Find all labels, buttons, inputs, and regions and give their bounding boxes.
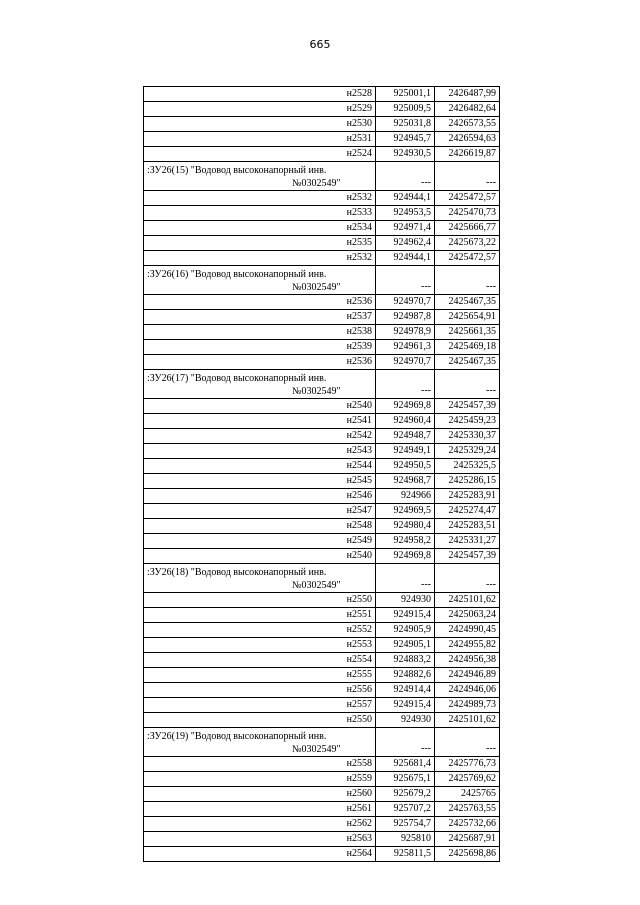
table-row [144, 653, 500, 668]
y-coordinate-cell: 2425101,62 [435, 593, 500, 608]
table-row [144, 504, 500, 519]
point-name-cell: н2538 [144, 325, 376, 340]
x-coordinate-cell: 925675,1 [376, 772, 435, 787]
section-title-line1: :ЗУ26(19) "Водовод высоконапорный инв. [147, 731, 327, 742]
point-name-cell: н2559 [144, 772, 376, 787]
table-row [144, 132, 500, 147]
x-coordinate-cell: 924970,7 [376, 295, 435, 310]
x-coordinate-cell: 924980,4 [376, 519, 435, 534]
y-coordinate-cell: 2425459,23 [435, 414, 500, 429]
x-coordinate-cell: 924930 [376, 713, 435, 728]
table-row [144, 236, 500, 251]
table-row [144, 355, 500, 370]
x-coordinate-cell: 924944,1 [376, 251, 435, 266]
section-title-line2: №0302549" [292, 580, 341, 591]
section-title-line2: №0302549" [292, 282, 341, 293]
y-coordinate-cell: 2426594,63 [435, 132, 500, 147]
x-coordinate-cell: 924966 [376, 489, 435, 504]
table-row [144, 429, 500, 444]
point-name-cell: н2547 [144, 504, 376, 519]
table-row [144, 87, 500, 102]
point-name-cell: н2543 [144, 444, 376, 459]
point-name-cell: н2564 [144, 847, 376, 862]
point-name-cell: н2544 [144, 459, 376, 474]
point-name-cell: н2554 [144, 653, 376, 668]
table-row [144, 817, 500, 832]
section-title-cell [144, 266, 376, 295]
x-coordinate-cell: 924945,7 [376, 132, 435, 147]
x-coordinate-cell: 924969,8 [376, 399, 435, 414]
table-row [144, 534, 500, 549]
x-coordinate-cell: 925031,8 [376, 117, 435, 132]
x-coordinate-cell: 924905,1 [376, 638, 435, 653]
table-row [144, 593, 500, 608]
point-name-cell: н2530 [144, 117, 376, 132]
coordinates-table-body [144, 87, 500, 862]
section-title-line1: :ЗУ26(17) "Водовод высоконапорный инв. [147, 373, 327, 384]
point-name-cell: н2537 [144, 310, 376, 325]
table-row [144, 191, 500, 206]
section-title-line2: №0302549" [292, 744, 341, 755]
section-header-row [144, 266, 500, 295]
point-name-cell: н2536 [144, 295, 376, 310]
x-coordinate-cell: 924905,9 [376, 623, 435, 638]
y-coordinate-cell: 2425763,55 [435, 802, 500, 817]
y-coordinate-cell: 2425472,57 [435, 191, 500, 206]
y-coordinate-cell: 2425325,5 [435, 459, 500, 474]
x-coordinate-cell: 924915,4 [376, 608, 435, 623]
table-row [144, 668, 500, 683]
point-name-cell: н2536 [144, 355, 376, 370]
y-coordinate-cell: 2425467,35 [435, 295, 500, 310]
section-title-line1: :ЗУ26(15) "Водовод высоконапорный инв. [147, 165, 327, 176]
section-title-line2: №0302549" [292, 178, 341, 189]
x-coordinate-cell: 924930 [376, 593, 435, 608]
y-coordinate-cell: 2425654,91 [435, 310, 500, 325]
x-coordinate-cell: 924971,4 [376, 221, 435, 236]
x-coordinate-cell: 924987,8 [376, 310, 435, 325]
section-header-row [144, 728, 500, 757]
point-name-cell: н2532 [144, 251, 376, 266]
x-coordinate-cell: 924914,4 [376, 683, 435, 698]
y-coordinate-cell: 2425457,39 [435, 549, 500, 564]
point-name-cell: н2558 [144, 757, 376, 772]
x-coordinate-cell: 924962,4 [376, 236, 435, 251]
y-coordinate-cell: 2425687,91 [435, 832, 500, 847]
y-coordinate-cell: 2425101,62 [435, 713, 500, 728]
table-row [144, 519, 500, 534]
x-coordinate-cell: 924960,4 [376, 414, 435, 429]
table-row [144, 713, 500, 728]
section-title-line1: :ЗУ26(18) "Водовод высоконапорный инв. [147, 567, 327, 578]
x-coordinate-cell: 924970,7 [376, 355, 435, 370]
y-coordinate-cell: 2424946,89 [435, 668, 500, 683]
y-coordinate-cell: 2425457,39 [435, 399, 500, 414]
table-row [144, 117, 500, 132]
point-name-cell: н2531 [144, 132, 376, 147]
table-row [144, 474, 500, 489]
section-title-line1: :ЗУ26(16) "Водовод высоконапорный инв. [147, 269, 327, 280]
x-coordinate-cell: 924948,7 [376, 429, 435, 444]
table-row [144, 206, 500, 221]
point-name-cell: н2542 [144, 429, 376, 444]
x-coordinate-cell: 925681,4 [376, 757, 435, 772]
y-coordinate-cell: 2425661,35 [435, 325, 500, 340]
section-title-cell [144, 728, 376, 757]
x-coordinate-cell: 924958,2 [376, 534, 435, 549]
y-coordinate-cell: 2425286,15 [435, 474, 500, 489]
x-coordinate-cell: 925001,1 [376, 87, 435, 102]
table-row [144, 459, 500, 474]
section-title-cell [144, 162, 376, 191]
page-number: 665 [309, 38, 331, 51]
point-name-cell: н2545 [144, 474, 376, 489]
point-name-cell: н2561 [144, 802, 376, 817]
y-coordinate-cell: 2426482,64 [435, 102, 500, 117]
x-coordinate-cell: 924969,5 [376, 504, 435, 519]
table-row [144, 489, 500, 504]
x-coordinate-cell: 925679,2 [376, 787, 435, 802]
y-coordinate-cell: --- [435, 728, 500, 757]
table-row [144, 787, 500, 802]
point-name-cell: н2557 [144, 698, 376, 713]
point-name-cell: н2528 [144, 87, 376, 102]
x-coordinate-cell: 924883,2 [376, 653, 435, 668]
table-row [144, 847, 500, 862]
x-coordinate-cell: 924915,4 [376, 698, 435, 713]
y-coordinate-cell: --- [435, 564, 500, 593]
table-row [144, 772, 500, 787]
y-coordinate-cell: 2425732,66 [435, 817, 500, 832]
y-coordinate-cell: 2425330,37 [435, 429, 500, 444]
y-coordinate-cell: 2425765 [435, 787, 500, 802]
point-name-cell: н2535 [144, 236, 376, 251]
point-name-cell: н2539 [144, 340, 376, 355]
x-coordinate-cell: 924953,5 [376, 206, 435, 221]
point-name-cell: н2533 [144, 206, 376, 221]
x-coordinate-cell: --- [376, 728, 435, 757]
table-row [144, 698, 500, 713]
y-coordinate-cell: 2425698,86 [435, 847, 500, 862]
table-row [144, 414, 500, 429]
point-name-cell: н2562 [144, 817, 376, 832]
y-coordinate-cell: 2426619,87 [435, 147, 500, 162]
table-row [144, 325, 500, 340]
x-coordinate-cell: 924950,5 [376, 459, 435, 474]
x-coordinate-cell: --- [376, 266, 435, 295]
point-name-cell: н2549 [144, 534, 376, 549]
table-row [144, 549, 500, 564]
y-coordinate-cell: 2425063,24 [435, 608, 500, 623]
x-coordinate-cell: --- [376, 564, 435, 593]
x-coordinate-cell: 924944,1 [376, 191, 435, 206]
y-coordinate-cell: 2425331,27 [435, 534, 500, 549]
x-coordinate-cell: 924969,8 [376, 549, 435, 564]
table-row [144, 295, 500, 310]
coordinates-table [143, 86, 500, 862]
x-coordinate-cell: 924882,6 [376, 668, 435, 683]
y-coordinate-cell: --- [435, 370, 500, 399]
x-coordinate-cell: --- [376, 162, 435, 191]
section-header-row [144, 564, 500, 593]
x-coordinate-cell: 925810 [376, 832, 435, 847]
y-coordinate-cell: --- [435, 266, 500, 295]
y-coordinate-cell: 2425769,62 [435, 772, 500, 787]
section-title-cell [144, 370, 376, 399]
y-coordinate-cell: 2424955,82 [435, 638, 500, 653]
point-name-cell: н2540 [144, 399, 376, 414]
table-row [144, 623, 500, 638]
point-name-cell: н2551 [144, 608, 376, 623]
point-name-cell: н2563 [144, 832, 376, 847]
section-title-cell [144, 564, 376, 593]
point-name-cell: н2553 [144, 638, 376, 653]
point-name-cell: н2548 [144, 519, 376, 534]
table-row [144, 444, 500, 459]
y-coordinate-cell: 2425467,35 [435, 355, 500, 370]
point-name-cell: н2550 [144, 593, 376, 608]
x-coordinate-cell: 924961,3 [376, 340, 435, 355]
y-coordinate-cell: 2425470,73 [435, 206, 500, 221]
table-row [144, 340, 500, 355]
table-row [144, 102, 500, 117]
x-coordinate-cell: --- [376, 370, 435, 399]
y-coordinate-cell: 2426573,55 [435, 117, 500, 132]
point-name-cell: н2541 [144, 414, 376, 429]
table-row [144, 147, 500, 162]
y-coordinate-cell: 2425666,77 [435, 221, 500, 236]
point-name-cell: н2529 [144, 102, 376, 117]
table-row [144, 221, 500, 236]
section-title-line2: №0302549" [292, 386, 341, 397]
point-name-cell: н2550 [144, 713, 376, 728]
x-coordinate-cell: 924968,7 [376, 474, 435, 489]
point-name-cell: н2560 [144, 787, 376, 802]
y-coordinate-cell: 2425274,47 [435, 504, 500, 519]
point-name-cell: н2540 [144, 549, 376, 564]
y-coordinate-cell: 2424956,38 [435, 653, 500, 668]
table-row [144, 310, 500, 325]
table-row [144, 399, 500, 414]
y-coordinate-cell: 2425469,18 [435, 340, 500, 355]
x-coordinate-cell: 924949,1 [376, 444, 435, 459]
point-name-cell: н2555 [144, 668, 376, 683]
y-coordinate-cell: 2425673,22 [435, 236, 500, 251]
table-row [144, 251, 500, 266]
table-row [144, 683, 500, 698]
point-name-cell: н2532 [144, 191, 376, 206]
table-row [144, 638, 500, 653]
y-coordinate-cell: 2425283,91 [435, 489, 500, 504]
point-name-cell: н2524 [144, 147, 376, 162]
y-coordinate-cell: 2425283,51 [435, 519, 500, 534]
section-header-row [144, 370, 500, 399]
table-row [144, 608, 500, 623]
y-coordinate-cell: 2424946,06 [435, 683, 500, 698]
x-coordinate-cell: 924930,5 [376, 147, 435, 162]
y-coordinate-cell: 2424990,45 [435, 623, 500, 638]
point-name-cell: н2534 [144, 221, 376, 236]
table-row [144, 802, 500, 817]
y-coordinate-cell: 2425776,73 [435, 757, 500, 772]
y-coordinate-cell: 2425472,57 [435, 251, 500, 266]
table-row [144, 757, 500, 772]
point-name-cell: н2556 [144, 683, 376, 698]
y-coordinate-cell: --- [435, 162, 500, 191]
x-coordinate-cell: 925707,2 [376, 802, 435, 817]
y-coordinate-cell: 2426487,99 [435, 87, 500, 102]
x-coordinate-cell: 925009,5 [376, 102, 435, 117]
point-name-cell: н2552 [144, 623, 376, 638]
x-coordinate-cell: 925811,5 [376, 847, 435, 862]
y-coordinate-cell: 2425329,24 [435, 444, 500, 459]
x-coordinate-cell: 924978,9 [376, 325, 435, 340]
section-header-row [144, 162, 500, 191]
y-coordinate-cell: 2424989,73 [435, 698, 500, 713]
point-name-cell: н2546 [144, 489, 376, 504]
x-coordinate-cell: 925754,7 [376, 817, 435, 832]
table-row [144, 832, 500, 847]
